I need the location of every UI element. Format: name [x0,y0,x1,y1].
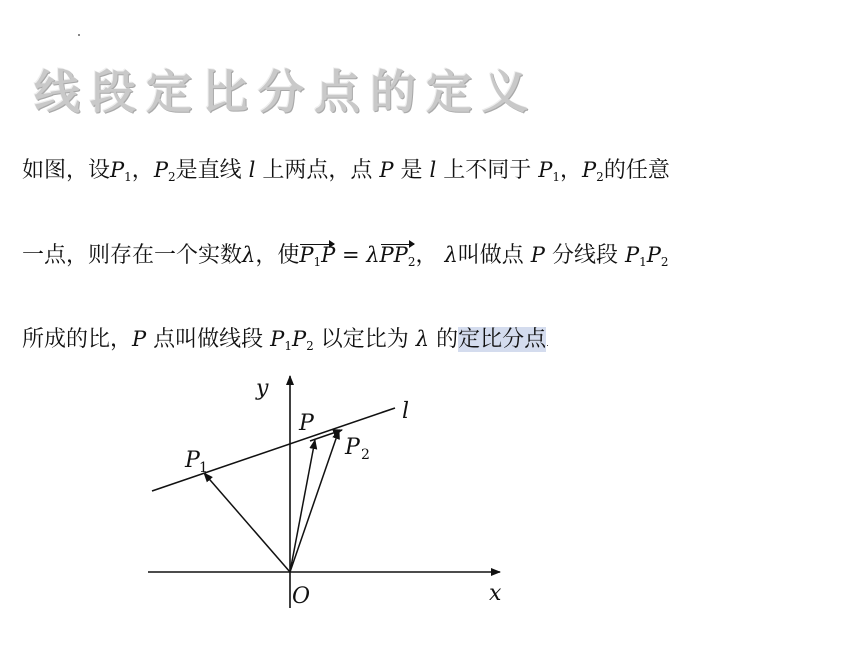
vector-op2 [290,430,339,572]
x-axis-label: x [489,581,502,606]
math-p1: $P_1$ [538,158,561,184]
y-axis-label: y [256,376,269,401]
comma: ， [415,243,438,268]
highlighted-term: 定比分点 [458,327,547,352]
math-p1p2: $P_1P_2$ [270,327,314,353]
point-p1-subscript: 1 [199,460,208,476]
page-title: 线段定比分点的定义 [34,65,538,119]
text: 点叫做线段 [153,327,264,352]
math-p: P [379,158,394,182]
vector-op1 [204,473,290,572]
math-l: l [429,158,437,182]
equals-sign: = [335,243,367,267]
math-lambda: λ [415,327,430,351]
vector-op [290,440,315,572]
math-p: P [530,243,545,267]
point-p-label: P [299,411,314,436]
text: 一点，则存在一个实数 [22,243,243,268]
period: . [546,339,549,348]
text: 是直线 [175,158,242,183]
text: 分线段 [551,243,618,268]
math-l: l [248,158,256,182]
text: 如图，设 [22,158,111,183]
math-p: P [132,327,147,351]
math-p1p2: $P_1P_2$ [624,243,669,269]
line-l-label: l [402,399,410,424]
text: 是 [400,158,423,183]
text: 上两点，点 [262,158,373,183]
math-p2: $P_2$ [153,158,176,184]
point-p2-subscript: 2 [361,447,370,463]
vector-pp2: $PP_2$ [379,243,416,269]
point-p2-label: P [345,435,360,460]
text: 的 [436,327,459,352]
text: 以定比为 [320,327,409,352]
comma: ， [560,158,583,183]
text: 的任意 [603,158,670,183]
math-lambda: λ [444,243,458,267]
math-p1: $P_1$ [110,158,132,184]
math-lambda: λ [366,243,380,267]
text: 所成的比， [22,327,133,352]
point-p1-label: P [185,448,200,473]
origin-label: O [292,584,311,609]
text: ，使 [255,243,300,268]
math-lambda: λ [242,243,256,267]
vector-p1p: $P_1P$ [299,243,336,269]
math-p2: $P_2$ [582,158,604,184]
text: 叫做点 [457,243,524,268]
text: 上不同于 [443,158,532,183]
comma: ， [131,158,154,183]
